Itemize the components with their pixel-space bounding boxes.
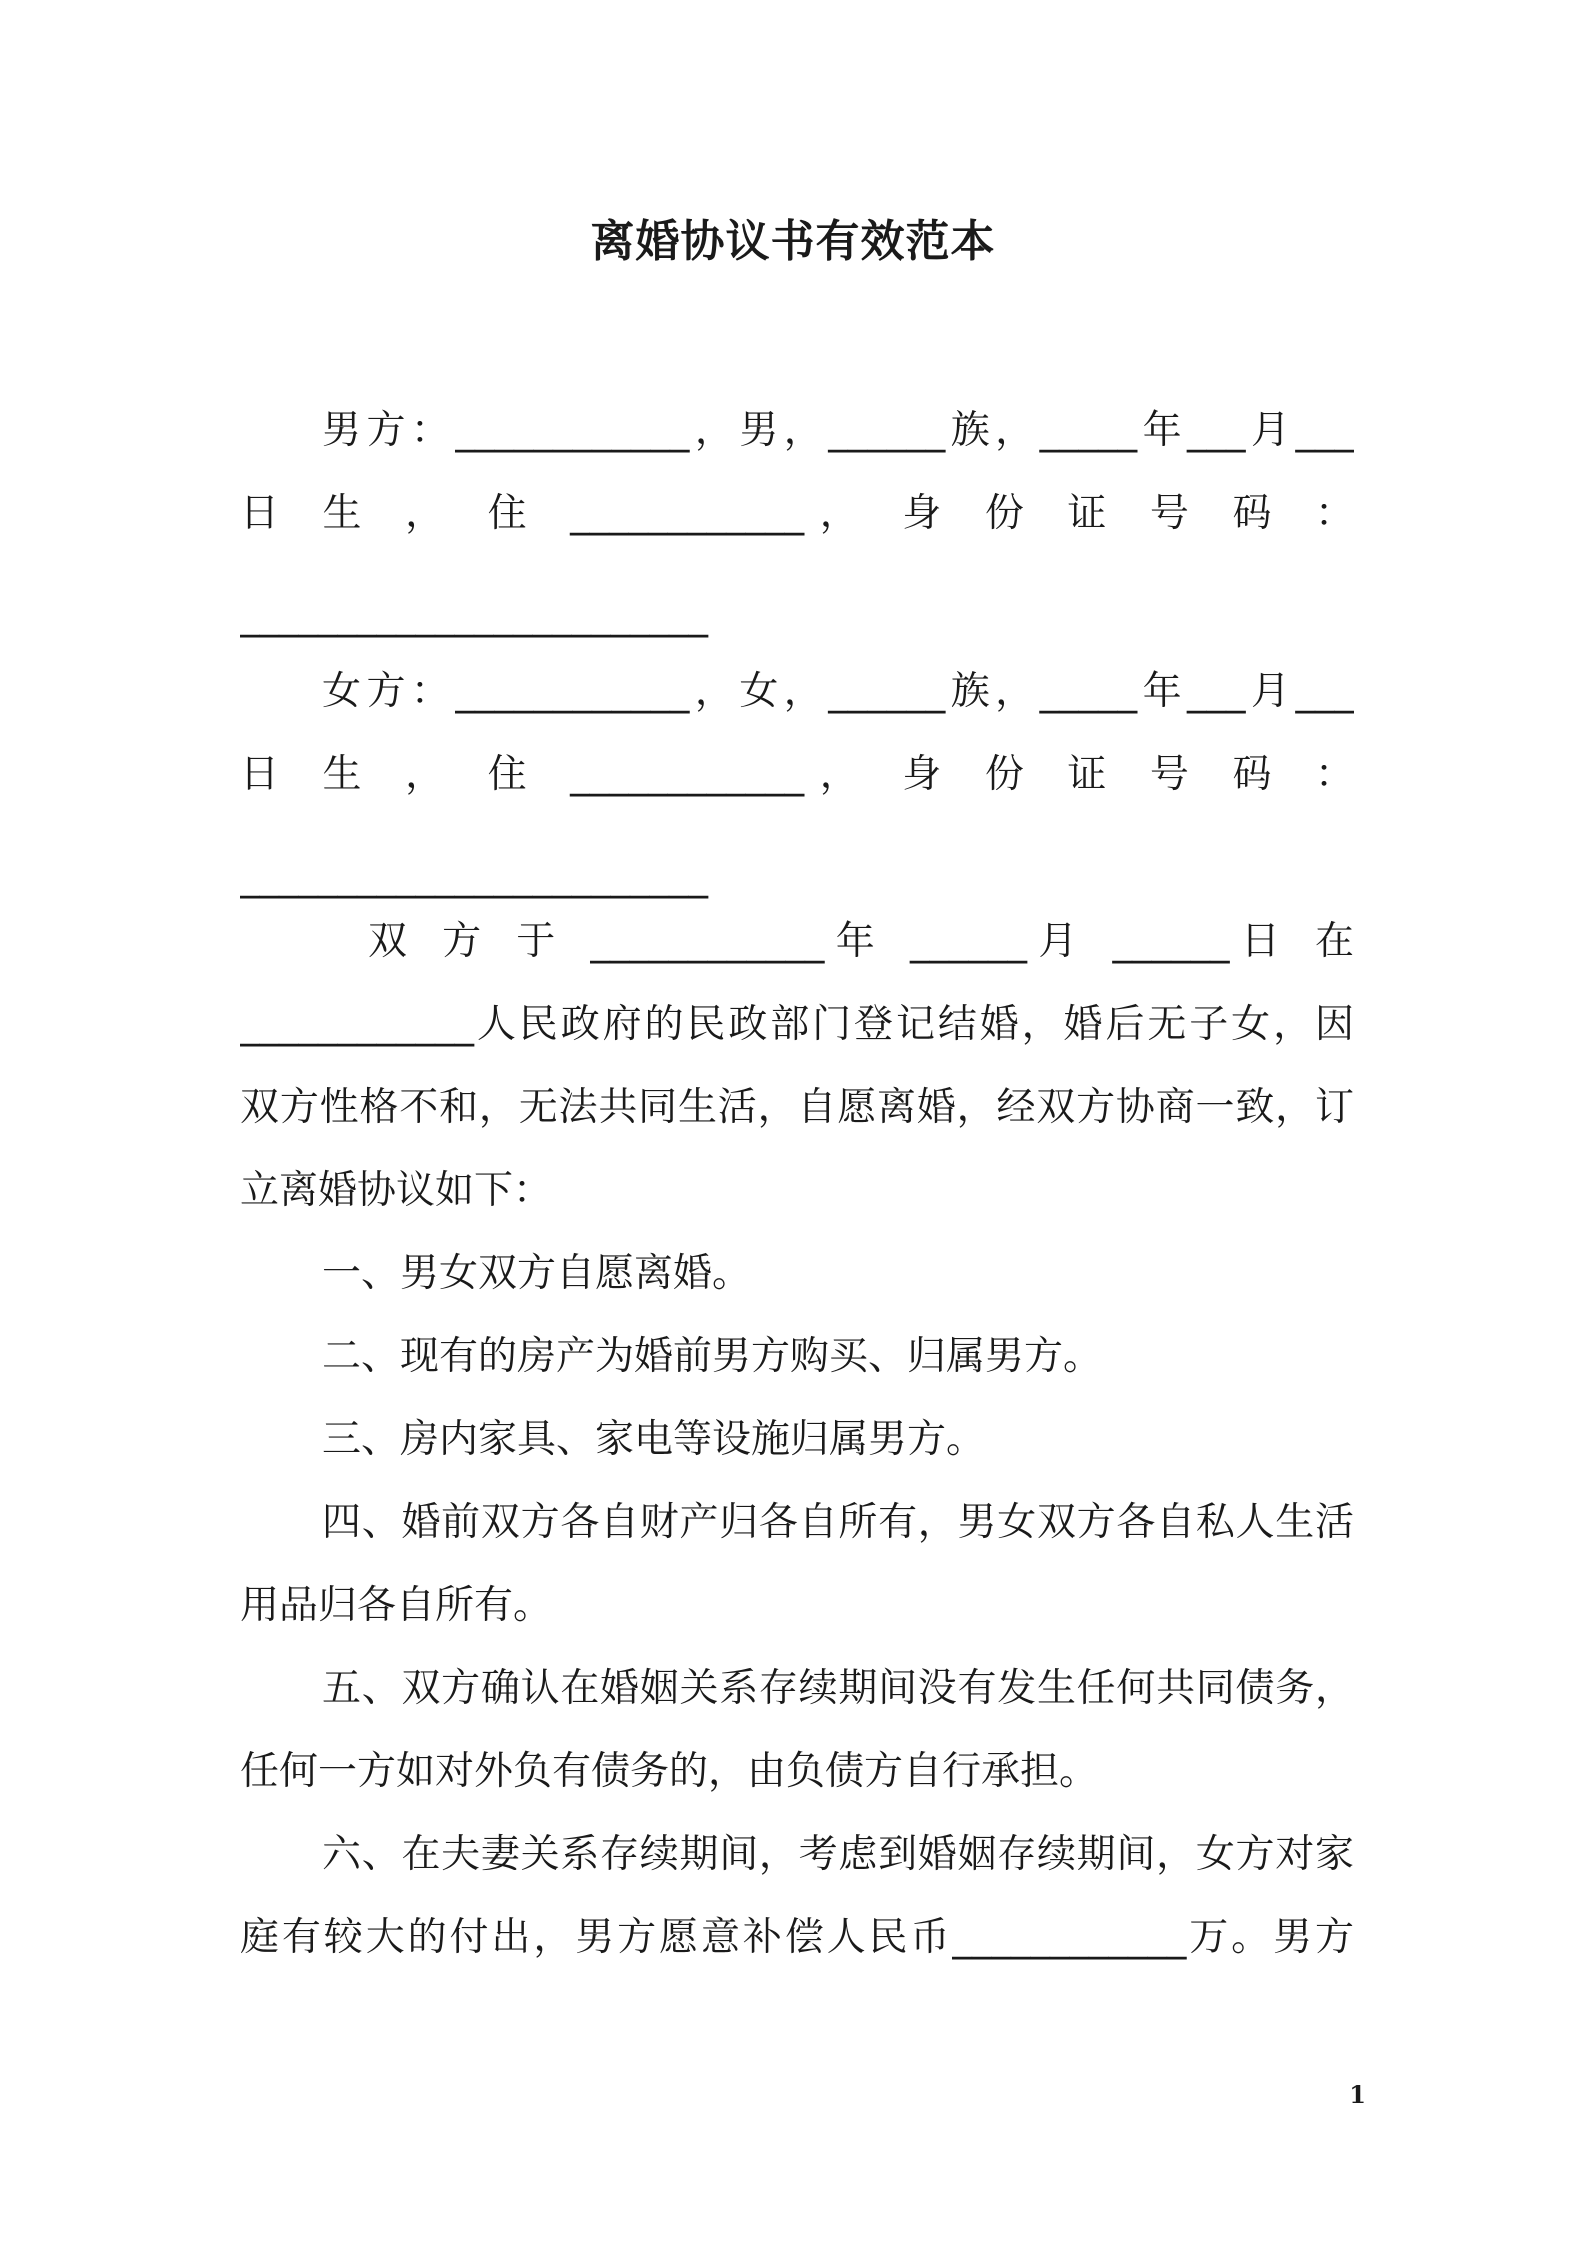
clause-3: 三、房内家具、家电等设施归属男方。 [322,1417,986,1462]
text-line-reason: 双方性格不和，无法共同生活，自愿离婚，经双方协商一致，订 [240,1085,1354,1130]
text-line-female-party: 女方：____________，女，______族，_____年___月___ [322,669,1354,714]
clause-5-line-1: 五、双方确认在婚姻关系存续期间没有发生任何共同债务， [322,1666,1354,1711]
document-title: 离婚协议书有效范本 [590,216,996,267]
text-line-female-id-blank: ________________________ [240,854,708,899]
clause-5-line-2: 任何一方如对外负有债务的，由负债方自行承担。 [240,1749,1099,1794]
clause-4-line-1: 四、婚前双方各自财产归各自所有，男女双方各自私人生活 [322,1500,1354,1545]
text-line-male-party: 男方：____________，男，______族，_____年___月___ [322,408,1354,453]
clause-1: 一、男女双方自愿离婚。 [322,1251,752,1296]
page-number: 1 [1349,2080,1366,2109]
text-line-registration: ____________人民政府的民政部门登记结婚，婚后无子女，因 [240,1002,1354,1047]
text-line-male-address-id: 日 生 ， 住 ____________， 身 份 证 号 码 ： [240,491,1354,536]
clause-2: 二、现有的房产为婚前男方购买、归属男方。 [322,1334,1103,1379]
clause-4-line-2: 用品归各自所有。 [240,1583,553,1628]
clause-6-line-1: 六、在夫妻关系存续期间，考虑到婚姻存续期间，女方对家 [322,1832,1354,1877]
text-line-male-id-blank: ________________________ [240,593,708,638]
clause-6-line-2: 庭有较大的付出，男方愿意补偿人民币____________万。男方 [240,1915,1354,1960]
text-line-marriage-date: 双 方 于 ____________年 ______月 ______日 在 [368,919,1354,964]
text-line-female-address-id: 日 生 ， 住 ____________， 身 份 证 号 码 ： [240,752,1354,797]
text-line-agreement-intro: 立离婚协议如下： [240,1168,553,1213]
